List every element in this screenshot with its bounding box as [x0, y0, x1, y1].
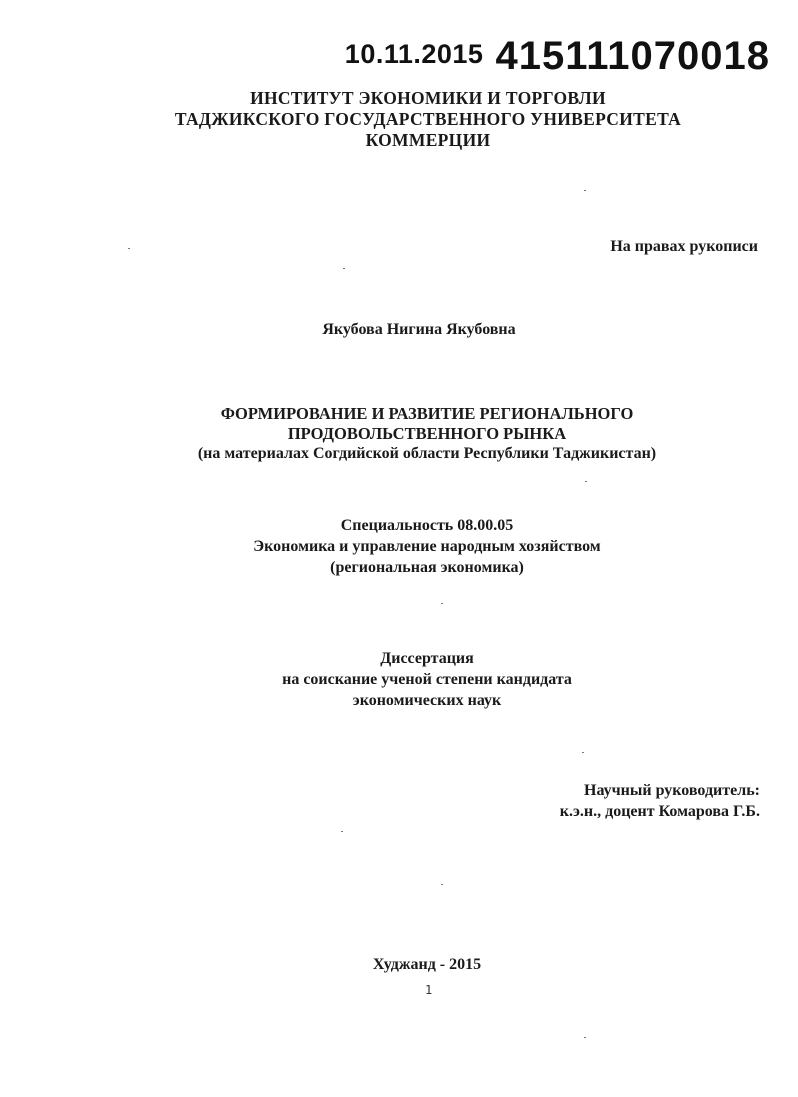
institute-header — [28, 88, 798, 151]
dissertation-type: Диссертация — [380, 650, 474, 667]
scan-speck — [584, 1037, 586, 1038]
scan-speck — [585, 481, 587, 482]
institute-line-1: ИНСТИТУТ ЭКОНОМИКИ И ТОРГОВЛИ — [250, 88, 606, 108]
author-name: Якубова Нигина Якубовна — [322, 321, 516, 338]
supervisor-name: к.э.н., доцент Комарова Г.Б. — [559, 803, 760, 820]
supervisor-block — [560, 780, 760, 822]
specialty-block — [28, 515, 798, 578]
title-line-1: ФОРМИРОВАНИЕ И РАЗВИТИЕ РЕГИОНАЛЬНОГО — [220, 404, 634, 423]
dissertation-degree: на соискание ученой степени кандидата — [282, 671, 572, 688]
supervisor-label: Научный руководитель: — [584, 782, 760, 799]
scan-speck — [441, 884, 443, 885]
scan-speck — [584, 190, 586, 191]
place-year: Худжанд - 2015 — [372, 956, 482, 973]
institute-line-2: ТАДЖИКСКОГО ГОСУДАРСТВЕННОГО УНИВЕРСИТЕТА — [174, 109, 682, 129]
scan-speck — [441, 603, 443, 604]
page-number: 1 — [425, 983, 433, 997]
dissertation-title — [28, 404, 798, 464]
specialty-code: Специальность 08.00.05 — [340, 517, 514, 534]
scan-speck — [343, 268, 345, 269]
scan-speck — [128, 248, 130, 249]
manuscript-note: На правах рукописи — [610, 238, 758, 255]
scan-speck — [341, 831, 343, 832]
title-subtitle: (на материалах Согдийской области Республики Таджикистан) — [197, 445, 657, 462]
specialty-name: Экономика и управление народным хозяйством — [253, 538, 601, 555]
scan-speck — [582, 752, 584, 753]
stamp-code: 415111070018 — [495, 34, 770, 78]
registration-stamp — [0, 34, 770, 79]
stamp-date: 10.11.2015 — [344, 39, 484, 69]
specialty-branch: (региональная экономика) — [330, 559, 524, 576]
title-line-2: ПРОДОВОЛЬСТВЕННОГО РЫНКА — [287, 424, 567, 443]
dissertation-field: экономических наук — [352, 692, 502, 709]
dissertation-block — [28, 648, 798, 711]
institute-line-3: КОММЕРЦИИ — [365, 130, 491, 150]
